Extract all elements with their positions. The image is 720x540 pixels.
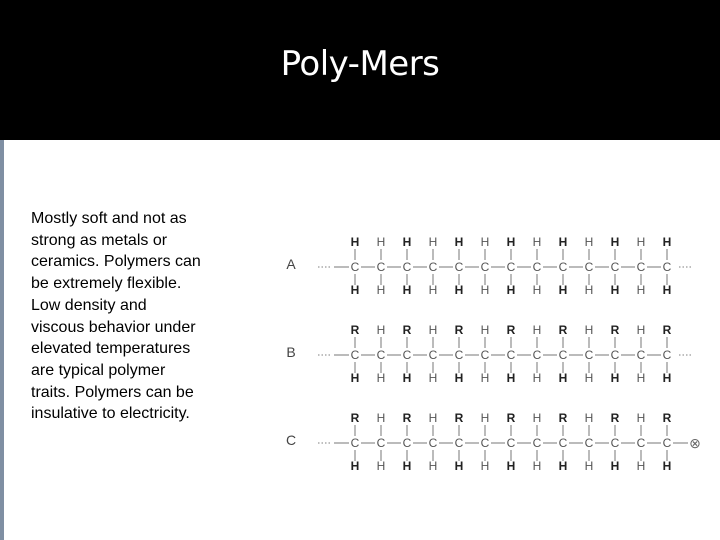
backbone-carbon: C xyxy=(662,348,672,362)
backbone-carbon: C xyxy=(636,260,646,274)
substituent-top: H xyxy=(662,235,672,249)
backbone-carbon: C xyxy=(376,436,386,450)
substituent-top: R xyxy=(610,323,620,337)
backbone-carbon: C xyxy=(532,436,542,450)
backbone-carbon: C xyxy=(428,348,438,362)
substituent-bottom: H xyxy=(610,283,620,297)
substituent-bottom: H xyxy=(428,371,438,385)
backbone-carbon: C xyxy=(376,348,386,362)
description-text: Mostly soft and not as strong as metals or ceramics. Polymers can be extremely flexible. Low density and viscous behavior under elevated temperatures are typical polymer traits. Polymers can be insulative to electricity. xyxy=(31,210,201,423)
substituent-top: H xyxy=(428,323,438,337)
backbone-carbon: C xyxy=(402,436,412,450)
substituent-top: H xyxy=(610,235,620,249)
backbone-carbon: C xyxy=(558,436,568,450)
substituent-top: H xyxy=(480,235,490,249)
substituent-bottom: H xyxy=(532,371,542,385)
substituent-top: H xyxy=(532,411,542,425)
substituent-bottom: H xyxy=(402,371,412,385)
substituent-top: H xyxy=(532,323,542,337)
substituent-bottom: H xyxy=(636,371,646,385)
backbone-carbon: C xyxy=(402,260,412,274)
substituent-bottom: H xyxy=(376,283,386,297)
substituent-bottom: H xyxy=(584,459,594,473)
chain-label: B xyxy=(286,344,296,360)
substituent-bottom: H xyxy=(610,459,620,473)
chain-label: A xyxy=(286,256,296,272)
substituent-top: H xyxy=(428,411,438,425)
backbone-carbon: C xyxy=(610,348,620,362)
substituent-top: R xyxy=(402,323,412,337)
backbone-carbon: C xyxy=(480,348,490,362)
backbone-carbon: C xyxy=(480,436,490,450)
substituent-top: R xyxy=(506,323,516,337)
substituent-top: R xyxy=(350,411,360,425)
substituent-top: H xyxy=(350,235,360,249)
backbone-carbon: C xyxy=(506,260,516,274)
substituent-top: H xyxy=(584,235,594,249)
backbone-carbon: C xyxy=(376,260,386,274)
substituent-top: H xyxy=(376,235,386,249)
backbone-carbon: C xyxy=(454,436,464,450)
substituent-top: H xyxy=(558,235,568,249)
substituent-top: R xyxy=(610,411,620,425)
substituent-top: H xyxy=(584,323,594,337)
backbone-carbon: C xyxy=(506,348,516,362)
substituent-bottom: H xyxy=(558,459,568,473)
substituent-bottom: H xyxy=(610,371,620,385)
substituent-top: H xyxy=(636,411,646,425)
substituent-top: R xyxy=(558,411,568,425)
substituent-top: H xyxy=(480,411,490,425)
backbone-carbon: C xyxy=(428,260,438,274)
backbone-carbon: C xyxy=(428,436,438,450)
substituent-bottom: H xyxy=(350,459,360,473)
substituent-top: R xyxy=(662,323,672,337)
backbone-carbon: C xyxy=(454,348,464,362)
backbone-carbon: C xyxy=(480,260,490,274)
substituent-top: H xyxy=(506,235,516,249)
substituent-top: H xyxy=(376,411,386,425)
backbone-carbon: C xyxy=(558,348,568,362)
backbone-carbon: C xyxy=(584,436,594,450)
backbone-carbon: C xyxy=(610,260,620,274)
substituent-top: H xyxy=(454,235,464,249)
backbone-carbon: C xyxy=(610,436,620,450)
chain-label: C xyxy=(285,432,297,448)
backbone-carbon: C xyxy=(558,260,568,274)
substituent-bottom: H xyxy=(376,459,386,473)
substituent-bottom: H xyxy=(454,371,464,385)
substituent-bottom: H xyxy=(428,283,438,297)
substituent-bottom: H xyxy=(584,283,594,297)
substituent-bottom: H xyxy=(480,283,490,297)
backbone-carbon: C xyxy=(402,348,412,362)
substituent-bottom: H xyxy=(662,459,672,473)
substituent-top: H xyxy=(428,235,438,249)
substituent-top: R xyxy=(350,323,360,337)
substituent-bottom: H xyxy=(532,459,542,473)
backbone-carbon: C xyxy=(636,436,646,450)
backbone-carbon: C xyxy=(584,260,594,274)
substituent-top: H xyxy=(584,411,594,425)
substituent-top: H xyxy=(636,235,646,249)
substituent-bottom: H xyxy=(428,459,438,473)
substituent-top: H xyxy=(532,235,542,249)
substituent-top: R xyxy=(402,411,412,425)
backbone-carbon: C xyxy=(662,260,672,274)
substituent-top: R xyxy=(506,411,516,425)
substituent-bottom: H xyxy=(506,283,516,297)
backbone-carbon: C xyxy=(350,348,360,362)
substituent-bottom: H xyxy=(506,459,516,473)
substituent-bottom: H xyxy=(506,371,516,385)
backbone-carbon: C xyxy=(584,348,594,362)
substituent-bottom: H xyxy=(558,371,568,385)
backbone-carbon: C xyxy=(532,260,542,274)
substituent-top: R xyxy=(558,323,568,337)
backbone-carbon: C xyxy=(506,436,516,450)
substituent-top: H xyxy=(376,323,386,337)
substituent-bottom: H xyxy=(480,371,490,385)
backbone-carbon: C xyxy=(350,436,360,450)
backbone-carbon: C xyxy=(662,436,672,450)
backbone-carbon: C xyxy=(532,348,542,362)
substituent-bottom: H xyxy=(532,283,542,297)
substituent-bottom: H xyxy=(402,283,412,297)
substituent-bottom: H xyxy=(454,283,464,297)
substituent-top: R xyxy=(454,411,464,425)
backbone-carbon: C xyxy=(454,260,464,274)
substituent-top: R xyxy=(454,323,464,337)
substituent-bottom: H xyxy=(402,459,412,473)
end-group-icon: ⊗ xyxy=(689,435,701,451)
substituent-top: H xyxy=(480,323,490,337)
substituent-bottom: H xyxy=(350,283,360,297)
substituent-bottom: H xyxy=(636,459,646,473)
substituent-bottom: H xyxy=(558,283,568,297)
substituent-bottom: H xyxy=(662,283,672,297)
backbone-carbon: C xyxy=(350,260,360,274)
substituent-bottom: H xyxy=(350,371,360,385)
substituent-bottom: H xyxy=(480,459,490,473)
substituent-bottom: H xyxy=(376,371,386,385)
substituent-bottom: H xyxy=(584,371,594,385)
substituent-top: H xyxy=(636,323,646,337)
substituent-bottom: H xyxy=(662,371,672,385)
substituent-bottom: H xyxy=(636,283,646,297)
slide-title: Poly-Mers xyxy=(280,44,440,84)
substituent-top: R xyxy=(662,411,672,425)
substituent-bottom: H xyxy=(454,459,464,473)
substituent-top: H xyxy=(402,235,412,249)
backbone-carbon: C xyxy=(636,348,646,362)
